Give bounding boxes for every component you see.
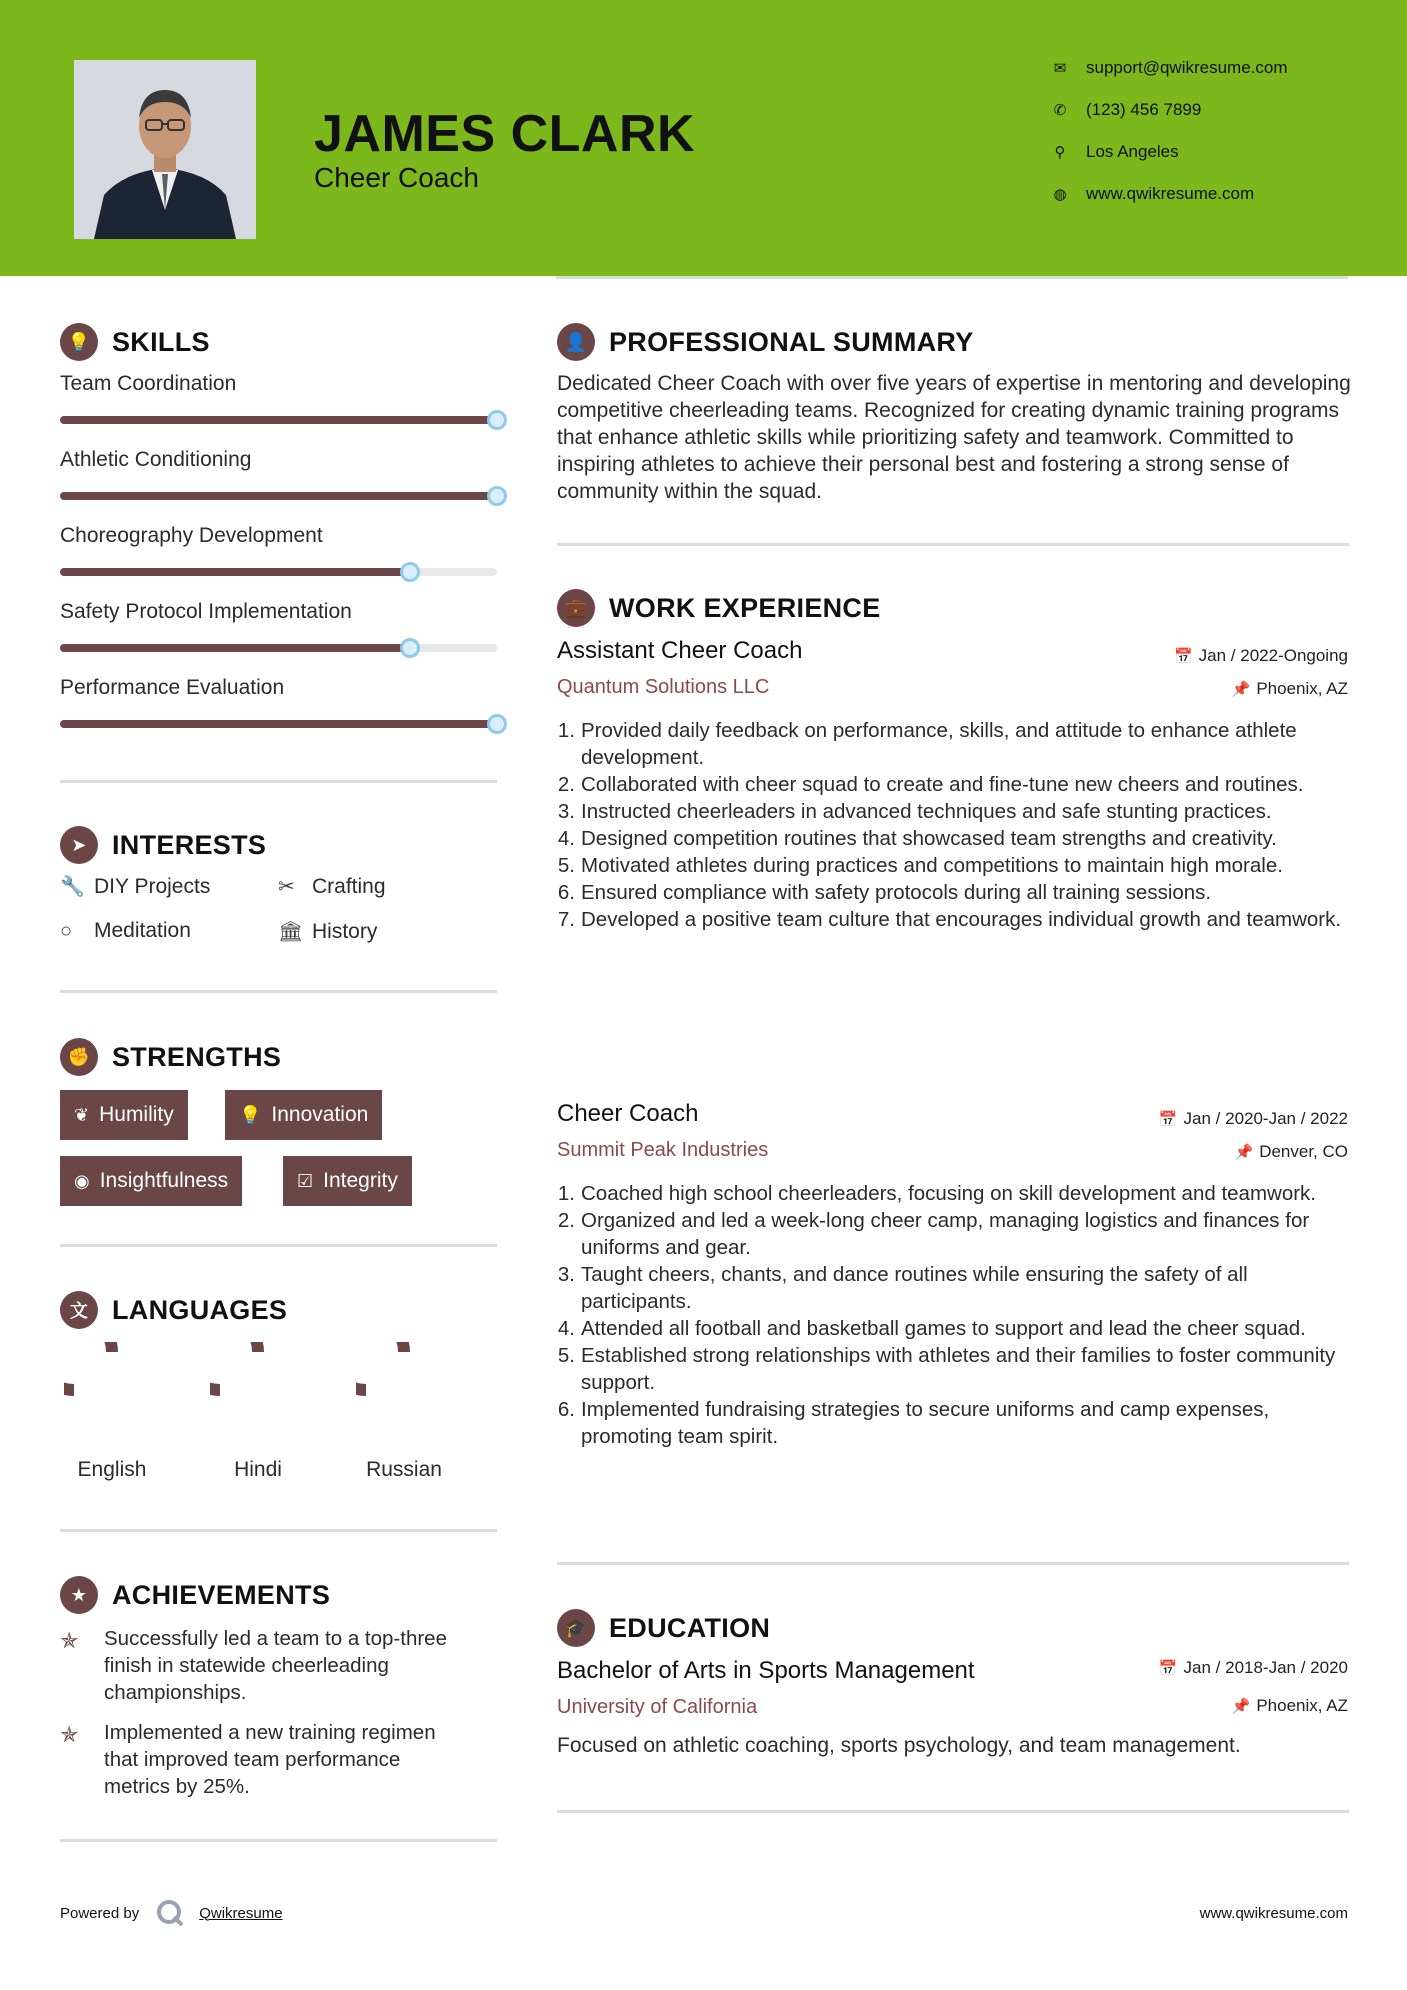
strengths-title: STRENGTHS	[112, 1041, 282, 1072]
eye-icon: ◉	[74, 1170, 90, 1191]
language-icon: 文	[60, 1291, 98, 1329]
duty-number: 4.	[557, 827, 575, 850]
footer-powered-by	[60, 1898, 283, 1928]
calendar-icon: 📅	[1173, 648, 1193, 665]
education-title: EDUCATION	[609, 1612, 771, 1643]
education-location	[1232, 1696, 1348, 1716]
education-location-text: Phoenix, AZ	[1256, 1696, 1348, 1715]
duty-text: Ensured compliance with safety protocols during all training sessions.	[581, 881, 1212, 904]
skill-label: Athletic Conditioning	[60, 448, 252, 471]
duty-number: 3.	[557, 1263, 575, 1286]
job-title: Assistant Cheer Coach	[557, 637, 803, 664]
duty-item	[555, 1315, 1355, 1342]
strengths-heading	[60, 1038, 281, 1076]
job-location	[1235, 1142, 1349, 1162]
circle-icon: ○	[60, 919, 73, 942]
profile-photo	[74, 60, 256, 239]
experience-heading	[557, 589, 881, 627]
lightbulb-icon: 💡	[60, 323, 98, 361]
contact-phone[interactable]	[1050, 100, 1201, 120]
duty-item	[555, 906, 1355, 933]
duty-item	[555, 1342, 1355, 1396]
education-dates	[1159, 1658, 1348, 1678]
calendar-icon: 📅	[1158, 1660, 1178, 1677]
duty-number: 6.	[557, 1398, 575, 1421]
section-divider	[557, 1562, 1349, 1565]
language-ring-arc	[356, 1342, 404, 1390]
skill-bar-fill	[60, 492, 497, 500]
duty-item	[555, 798, 1355, 825]
strength-label: Humility	[99, 1103, 174, 1126]
user-icon: 👤	[557, 323, 595, 361]
pin-icon: 📌	[1231, 681, 1251, 698]
duty-number: 1.	[557, 1182, 575, 1205]
job-dates-text: Jan / 2022-Ongoing	[1198, 646, 1348, 665]
education-school: University of California	[557, 1696, 758, 1718]
job-location-text: Denver, CO	[1259, 1142, 1348, 1161]
check-square-icon: ☑	[297, 1170, 314, 1191]
duty-text: Instructed cheerleaders in advanced techniques and safe stunting practices.	[581, 800, 1272, 823]
education-description: Focused on athletic coaching, sports psychology, and team management.	[557, 1734, 1241, 1757]
duty-number: 6.	[557, 881, 575, 904]
contact-website[interactable]	[1050, 184, 1254, 204]
qwikresume-logo-icon	[155, 1898, 185, 1928]
contact-location-text: Los Angeles	[1086, 142, 1179, 161]
phone-icon: ✆	[1053, 102, 1067, 119]
section-divider	[60, 1529, 497, 1532]
languages-title: LANGUAGES	[112, 1294, 288, 1325]
education-dates-text: Jan / 2018-Jan / 2020	[1183, 1658, 1348, 1677]
duty-text: Coached high school cheerleaders, focusing on skill development and teamwork.	[581, 1182, 1317, 1205]
duty-number: 3.	[557, 800, 575, 823]
strength-label: Insightfulness	[99, 1169, 229, 1192]
job-dates	[1159, 1109, 1348, 1129]
contact-phone-text: (123) 456 7899	[1086, 100, 1202, 119]
skill-bar-handle	[400, 562, 420, 582]
duty-text: Taught cheers, chants, and dance routines while ensuring the safety of all participants.	[581, 1263, 1248, 1313]
museum-icon: 🏛	[278, 921, 304, 943]
summary-text: Dedicated Cheer Coach with over five years of expertise in mentoring and developing competitive cheerleading teams. Recognized for creating dynamic training programs that enhance athletic skills while prioritizing safety and teamwork. Committed to inspiring athletes to achieve their personal best and fostering a strong sense of community within the squad.	[557, 372, 1351, 503]
language-label: English	[77, 1458, 147, 1481]
achievement-text: Implemented a new training regimen that improved team performance metrics by 25%.	[104, 1721, 436, 1798]
skill-label: Team Coordination	[60, 372, 237, 395]
duty-item	[555, 1207, 1355, 1261]
duty-item	[555, 879, 1355, 906]
achievement-text: Successfully led a team to a top-three finish in statewide cheerleading championships.	[104, 1627, 447, 1704]
job-title: Cheer Coach	[557, 1100, 699, 1127]
achievements-title: ACHIEVEMENTS	[112, 1579, 331, 1610]
skill-bar	[60, 720, 497, 728]
duty-number: 5.	[557, 1344, 575, 1367]
skill-bar	[60, 568, 497, 576]
duty-text: Implemented fundraising strategies to secure uniforms and camp expenses, promoting team spirit.	[581, 1398, 1270, 1448]
header-banner	[0, 0, 1407, 276]
duty-text: Collaborated with cheer squad to create and fine-tune new cheers and routines.	[581, 773, 1304, 796]
interest-item	[60, 874, 210, 899]
footer-url[interactable]: www.qwikresume.com	[1199, 1905, 1348, 1922]
duty-item	[555, 825, 1355, 852]
language-label: Russian	[366, 1458, 442, 1481]
section-divider	[60, 1244, 497, 1247]
interest-item	[60, 919, 191, 943]
skill-label: Choreography Development	[60, 524, 323, 547]
skill-bar-fill	[60, 644, 410, 652]
duty-item	[555, 717, 1355, 771]
interest-item	[278, 874, 386, 899]
language-label: Hindi	[234, 1458, 282, 1481]
duty-item	[555, 1261, 1355, 1315]
summary-heading	[557, 323, 974, 361]
achievement-item	[60, 1625, 460, 1706]
skill-bar-handle	[400, 638, 420, 658]
section-divider	[557, 543, 1349, 546]
contact-website-text: www.qwikresume.com	[1086, 184, 1255, 203]
duty-number: 2.	[557, 1209, 575, 1232]
job-dates	[1174, 646, 1348, 666]
duty-item	[555, 1396, 1355, 1450]
duty-text: Organized and led a week-long cheer camp, managing logistics and finances for uniforms and gear.	[581, 1209, 1310, 1259]
section-divider	[60, 1839, 497, 1842]
calendar-icon: 📅	[1158, 1111, 1178, 1128]
duty-text: Attended all football and basketball games to support and lead the cheer squad.	[581, 1317, 1306, 1340]
star-icon: ✯	[60, 1722, 79, 1747]
briefcase-icon: 💼	[557, 589, 595, 627]
interest-label: History	[312, 919, 378, 943]
strength-tag	[60, 1156, 242, 1206]
duty-text: Designed competition routines that showcased team strengths and creativity.	[581, 827, 1277, 850]
pin-icon: 📌	[1234, 1144, 1254, 1161]
skill-bar	[60, 644, 497, 652]
skill-label: Safety Protocol Implementation	[60, 600, 352, 623]
globe-icon: ◍	[1053, 186, 1067, 203]
duty-number: 5.	[557, 854, 575, 877]
candidate-name: JAMES CLARK	[314, 105, 696, 163]
achievements-heading	[60, 1576, 330, 1614]
skill-bar-fill	[60, 416, 497, 424]
job-duties	[555, 1180, 1355, 1450]
language-ring-arc	[64, 1342, 112, 1390]
job-duties	[555, 717, 1355, 933]
interest-item	[278, 919, 377, 944]
scissors-icon: ✂	[278, 876, 295, 898]
skill-bar-handle	[487, 410, 507, 430]
duty-item	[555, 852, 1355, 879]
duty-number: 2.	[557, 773, 575, 796]
contact-location	[1050, 142, 1179, 162]
language-ring	[64, 1342, 160, 1438]
duty-number: 7.	[557, 908, 575, 931]
duty-text: Developed a positive team culture that encourages individual growth and teamwork.	[581, 908, 1342, 931]
pin-icon: 📌	[1231, 1698, 1251, 1715]
education-heading	[557, 1609, 770, 1647]
interest-label: DIY Projects	[94, 874, 211, 898]
duty-item	[555, 771, 1355, 798]
lightbulb-icon: 💡	[239, 1104, 262, 1125]
fist-icon: ✊	[60, 1038, 98, 1076]
powered-by-label: Powered by	[60, 1904, 140, 1922]
star-badge-icon: ★	[60, 1576, 98, 1614]
duty-text: Provided daily feedback on performance, skills, and attitude to enhance athlete development.	[581, 719, 1297, 769]
star-icon: ✯	[60, 1628, 79, 1653]
languages-heading	[60, 1291, 287, 1329]
achievement-item	[60, 1719, 460, 1800]
language-ring	[210, 1342, 306, 1438]
strength-tag	[225, 1090, 382, 1140]
section-divider	[60, 990, 497, 993]
summary-title: PROFESSIONAL SUMMARY	[609, 326, 974, 357]
interest-label: Meditation	[94, 919, 191, 942]
duty-number: 4.	[557, 1317, 575, 1340]
skill-label: Performance Evaluation	[60, 676, 285, 699]
location-pin-icon: ⚲	[1054, 144, 1066, 161]
duty-text: Established strong relationships with athletes and their families to foster community support.	[581, 1344, 1336, 1394]
job-dates-text: Jan / 2020-Jan / 2022	[1183, 1109, 1348, 1128]
job-location-text: Phoenix, AZ	[1256, 679, 1348, 698]
candidate-role: Cheer Coach	[314, 162, 479, 193]
envelope-icon: ✉	[1053, 60, 1067, 77]
header-divider	[556, 276, 1348, 279]
section-divider	[557, 1810, 1349, 1813]
experience-title: WORK EXPERIENCE	[609, 592, 881, 623]
section-divider	[60, 780, 497, 783]
strength-tag	[60, 1090, 188, 1140]
contact-email[interactable]	[1050, 58, 1288, 78]
skill-bar	[60, 492, 497, 500]
skill-bar-fill	[60, 720, 497, 728]
leaf-icon: ❦	[74, 1104, 90, 1125]
graduation-icon: 🎓	[557, 1609, 595, 1647]
education-degree: Bachelor of Arts in Sports Management	[557, 1657, 975, 1684]
strength-label: Integrity	[323, 1169, 398, 1192]
interests-title: INTERESTS	[112, 829, 267, 860]
strength-label: Innovation	[271, 1103, 369, 1126]
skill-bar	[60, 416, 497, 424]
duty-text: Motivated athletes during practices and competitions to maintain high morale.	[581, 854, 1283, 877]
language-ring-arc	[210, 1342, 258, 1390]
skills-title: SKILLS	[112, 326, 210, 357]
qwikresume-link[interactable]: Qwikresume	[199, 1904, 283, 1922]
skill-bar-handle	[487, 714, 507, 734]
language-ring	[356, 1342, 452, 1438]
paper-plane-icon: ➤	[60, 826, 98, 864]
contact-email-text: support@qwikresume.com	[1086, 58, 1288, 77]
wrench-icon: 🔧	[60, 876, 85, 898]
skill-bar-handle	[487, 486, 507, 506]
interests-heading	[60, 826, 266, 864]
skill-bar-fill	[60, 568, 410, 576]
job-company: Summit Peak Industries	[557, 1139, 769, 1161]
duty-number: 1.	[557, 719, 575, 742]
interest-label: Crafting	[312, 874, 386, 898]
job-company: Quantum Solutions LLC	[557, 676, 770, 698]
duty-item	[555, 1180, 1355, 1207]
skills-heading	[60, 323, 210, 361]
strength-tag	[283, 1156, 412, 1206]
job-location	[1232, 679, 1348, 699]
